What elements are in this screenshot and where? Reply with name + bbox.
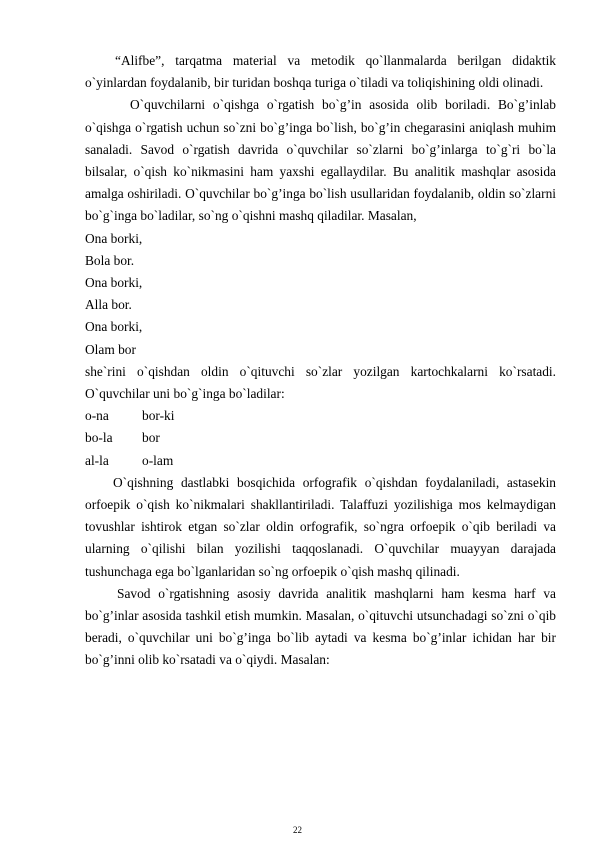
- syllable-right: bor: [142, 430, 160, 446]
- syllable-row: [85, 427, 556, 449]
- paragraph-1: “Alifbe”, tarqatma material va metodik qo`llanmalarda berilgan didaktik o`yinlardan foydalanib, bir turidan boshqa turiga o`tiladi va toliqishining oldi olinadi.: [85, 53, 556, 91]
- poem-line: Alla bor.: [85, 297, 132, 313]
- syllable-list: [85, 405, 556, 472]
- poem-line: Olam bor: [85, 341, 136, 357]
- paragraph-2: O`quvchilarni o`qishga o`rgatish bo`g’in asosida olib boriladi. Bo`g’inlab o`qishga o`rgatish uchun so`zni bo`g’inga bo`lish, bo`g’in chegarasini aniqlash muhim sanaladi. Savod o`rgatish davrida o`quvchilar so`zlarni bo`g’inlarga to`g`ri bo`la bilsalar, o`qish ko`nikmasini ham yaxshi egallaydilar. Bu analitik mashqlar asosida amalga oshiriladi. O`quvchilar bo`g’inga bo`lish usullaridan foydalanib, oldin so`zlarni bo`g`inga bo`ladilar, so`ng o`qishni mashq qiladilar. Masalan,: [85, 97, 556, 224]
- poem-line: Bola bor.: [85, 252, 135, 268]
- syllable-row: [85, 405, 556, 427]
- poem: [85, 228, 556, 361]
- poem-line: Ona borki,: [85, 230, 143, 246]
- poem-line: Ona borki,: [85, 275, 143, 291]
- poem-line: Ona borki,: [85, 319, 143, 335]
- paragraph-3: she`rini o`qishdan oldin o`qituvchi so`zlar yozilgan kartochkalarni ko`rsatadi. O`quvchilar uni bo`g`inga bo`ladilar:: [85, 363, 556, 402]
- syllable-right: o-lam: [142, 452, 174, 468]
- paragraph-4: O`qishning dastlabki bosqichida orfografik o`qishdan foydalaniladi, astasekin orfoepik o`qish ko`nikmalari shakllantiriladi. Talaffuzi yozilishiga mos kelmaydigan tovushlar ishtirok etgan so`zlar oldin orfografik, so`ngra orfoepik o`qib beriladi va ularning o`qilishi bilan yozilishi taqqoslanadi. O`quvchilar muayyan darajada tushunchaga ega bo`lganlaridan so`ng orfoepik o`qish mashq qilinadi.: [85, 474, 556, 579]
- syllable-left: al-la: [85, 452, 109, 468]
- syllable-left: bo-la: [85, 430, 113, 446]
- syllable-row: [85, 450, 556, 472]
- syllable-right: bor-ki: [142, 408, 175, 424]
- syllable-left: o-na: [85, 408, 109, 424]
- document-page: [85, 50, 556, 672]
- paragraph-5: Savod o`rgatishning asosiy davrida analitik mashqlarni ham kesma harf va bo`g’inlar asosida tashkil etish mumkin. Masalan, o`qituvchi utsunchadagi so`zni o`qib beradi, o`quvchilar uni bo`g’inga bo`lib aytadi va kesma bo`g’inlar ichidan har bir bo`g’inni olib ko`rsatadi va o`qiydi. Masalan:: [85, 585, 556, 668]
- page-number: 22: [293, 825, 302, 835]
